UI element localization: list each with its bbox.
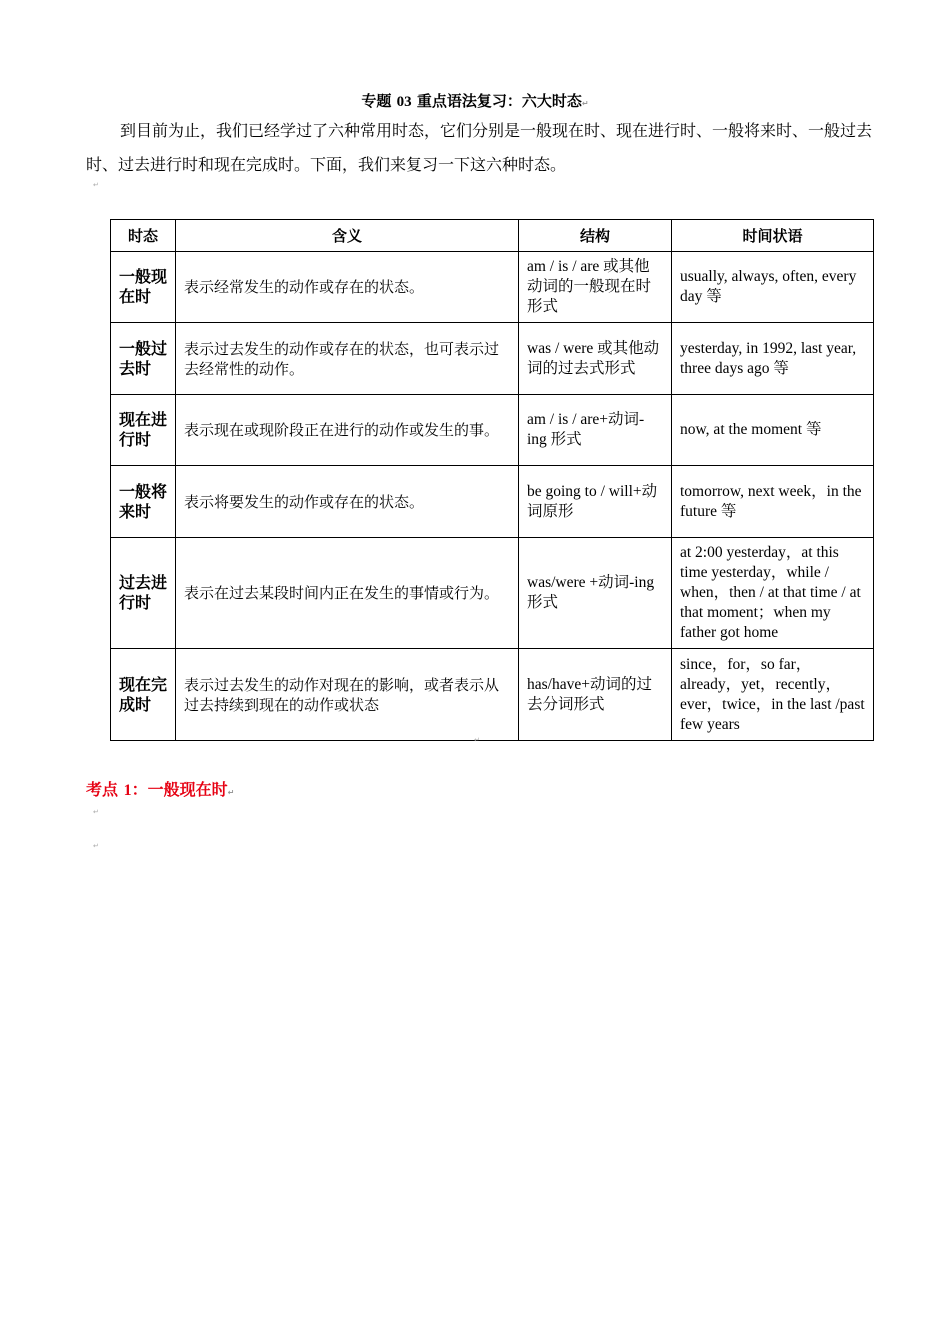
structure-cell: was/were +动词-ing 形式	[519, 538, 672, 649]
structure-cell: be going to / will+动词原形	[519, 466, 672, 538]
header-adverbial: 时间状语	[672, 220, 874, 252]
meaning-cell: 表示现在或现阶段正在进行的动作或发生的事。	[176, 395, 519, 466]
title-prefix: 专题	[361, 92, 392, 110]
table-row	[111, 649, 874, 741]
point-text: ：一般现在时	[131, 780, 228, 799]
page-title: 专题 03 重点语法复习：六大时态↵	[361, 92, 589, 110]
adverbial-cell: now, at the moment 等	[672, 395, 874, 466]
title-text: 重点语法复习：六大时态	[416, 92, 582, 110]
point-label: 考点	[86, 780, 119, 799]
intro-paragraph: 到目前为止，我们已经学过了六种常用时态，它们分别是一般现在时、现在进行时、一般将来时、一般过去时、过去进行时和现在完成时。下面，我们来复习一下这六种时态。	[86, 121, 873, 174]
meaning-cell: 表示在过去某段时间内正在发生的事情或行为。	[176, 538, 519, 649]
table-row	[111, 323, 874, 395]
adverbial-cell: tomorrow, next week，in the future 等	[672, 466, 874, 538]
tense-cell: 一般过去时	[111, 323, 176, 395]
header-meaning: 含义	[176, 220, 519, 252]
tense-cell: 现在完成时	[111, 649, 176, 741]
adverbial-cell: usually, always, often, every day 等	[672, 252, 874, 323]
structure-cell: has/have+动词的过去分词形式	[519, 649, 672, 741]
title-number: 03	[396, 94, 412, 110]
table-row	[111, 538, 874, 649]
adverbial-cell: since，for，so far，already，yet，recently，ever，twice，in the last /past few years	[672, 649, 874, 741]
meaning-cell: 表示将要发生的动作或存在的状态。	[176, 466, 519, 538]
header-structure: 结构	[519, 220, 672, 252]
tense-cell: 现在进行时	[111, 395, 176, 466]
meaning-cell: 表示过去发生的动作或存在的状态，也可表示过去经常性的动作。	[176, 323, 519, 395]
meaning-cell: 表示经常发生的动作或存在的状态。	[176, 252, 519, 323]
tense-cell: 一般将来时	[111, 466, 176, 538]
document-page: 专题 03 重点语法复习：六大时态↵ 到目前为止，我们已经学过了六种常用时态，它们分别是一般现在时、现在进行时、一般将来时、一般过去时、过去进行时和现在完成时。下面，我们来复习一下这六种时态。 ↵ 时态 含义 结构 时间状语 一般现在时 表示经常发生的动作或存在的状态。 am / is / are 或其他动词的一般现在时形式 usually, always, often, every day 等 一般过去时 表示过去发生的动作或存在的状态，也可表示过去经常性的动作。 was / were 或其他动词的过去式形式 yesterday, in 1992, last year, three days ago 等 现在进行时 表示现在或现阶段正在进行的动作或发生的事。 am / is / are+动词-ing 形式 now, at the moment 等 一般将来时 表示将要发生的动作或存在的状态。 be going to / will+动词原形 tomorrow, next week，in the future 等 过去进行时 表示在过去某段时间内正在发生的事情或行为。 was/were +动词-ing 形式 at 2:00 yesterday，at this time yesterday，while / when，then / at that time / at that moment；when my father got home 现在完成时 表示过去发生的动作对现在的影响，或者表示从过去持续到现在的动作或状态 has/have+动词的过去分词形式 since，for，so far，already，yet，recently，ever，twice，in the last /past few years ↵ 考点 1：一般现在时↵ ↵ ↵	[0, 0, 950, 1344]
structure-cell: was / were 或其他动词的过去式形式	[519, 323, 672, 395]
tense-cell: 一般现在时	[111, 252, 176, 323]
point-number: 1	[123, 782, 132, 799]
structure-cell: am / is / are 或其他动词的一般现在时形式	[519, 252, 672, 323]
structure-cell: am / is / are+动词-ing 形式	[519, 395, 672, 466]
adverbial-cell: at 2:00 yesterday，at this time yesterday，while / when，then / at that time / at that moment；when my father got home	[672, 538, 874, 649]
adverbial-cell: yesterday, in 1992, last year, three days ago 等	[672, 323, 874, 395]
tense-table	[110, 219, 874, 741]
tense-cell: 过去进行时	[111, 538, 176, 649]
header-tense: 时态	[111, 220, 176, 252]
table-row	[111, 395, 874, 466]
exam-point-heading: 考点 1：一般现在时↵	[86, 780, 235, 799]
table-header-row	[111, 220, 874, 252]
meaning-cell: 表示过去发生的动作对现在的影响，或者表示从过去持续到现在的动作或状态	[176, 649, 519, 741]
table-row	[111, 252, 874, 323]
table-row	[111, 466, 874, 538]
